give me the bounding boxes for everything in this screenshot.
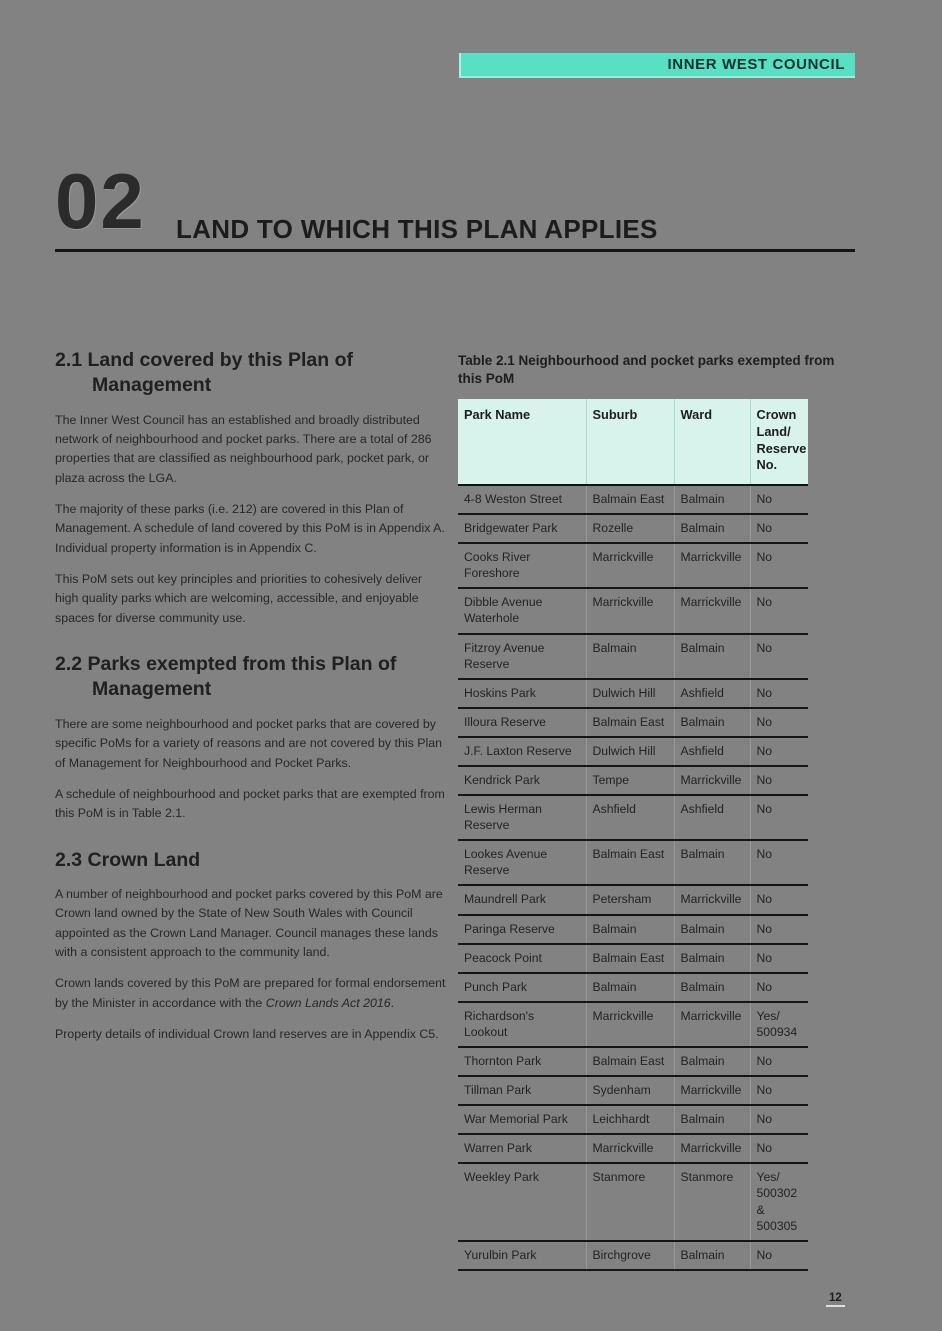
table-cell: Balmain East xyxy=(586,708,674,737)
table-cell: Balmain xyxy=(674,973,750,1002)
table-cell: Balmain xyxy=(674,944,750,973)
table-cell: Maundrell Park xyxy=(458,885,586,914)
chapter-number: 02 xyxy=(55,157,146,245)
table-cell: Balmain xyxy=(674,1047,750,1076)
exempt-parks-table xyxy=(458,399,808,1270)
table-cell: Balmain East xyxy=(586,944,674,973)
table-cell: Yurulbin Park xyxy=(458,1241,586,1270)
table-cell: Ashfield xyxy=(586,795,674,840)
paragraph xyxy=(55,974,448,1013)
table-cell: Lewis Herman Reserve xyxy=(458,795,586,840)
column-header: Park Name xyxy=(458,399,586,485)
table-row xyxy=(458,1105,808,1134)
table-cell: Balmain xyxy=(674,514,750,543)
table-cell: No xyxy=(750,543,808,588)
table-cell: Balmain xyxy=(674,1241,750,1270)
table-header-row xyxy=(458,399,808,485)
table-row xyxy=(458,840,808,885)
table-row xyxy=(458,588,808,633)
table-cell: No xyxy=(750,1076,808,1105)
section-heading-2-2: 2.2 Parks exempted from this Plan of Management xyxy=(55,653,397,701)
table-cell: Marrickville xyxy=(674,1134,750,1163)
table-row xyxy=(458,634,808,679)
column-header: Crown Land/ Reserve No. xyxy=(750,399,808,485)
table-row xyxy=(458,915,808,944)
table-cell: Ashfield xyxy=(674,737,750,766)
table-cell: Fitzroy Avenue Reserve xyxy=(458,634,586,679)
table-cell: No xyxy=(750,915,808,944)
table-cell: Bridgewater Park xyxy=(458,514,586,543)
table-row xyxy=(458,1241,808,1270)
table-cell: No xyxy=(750,588,808,633)
table-cell: Ashfield xyxy=(674,795,750,840)
table-cell: Marrickville xyxy=(586,588,674,633)
section-crown-land xyxy=(55,848,448,1045)
table-row xyxy=(458,1047,808,1076)
table-cell: Balmain xyxy=(586,634,674,679)
table-cell: Balmain xyxy=(586,973,674,1002)
table-cell: Balmain xyxy=(674,708,750,737)
table-cell: 4-8 Weston Street xyxy=(458,485,586,514)
table-row xyxy=(458,1002,808,1047)
table-cell: No xyxy=(750,1241,808,1270)
chapter-title: LAND TO WHICH THIS PLAN APPLIES xyxy=(176,214,658,244)
table-row xyxy=(458,973,808,1002)
table-cell: War Memorial Park xyxy=(458,1105,586,1134)
table-cell: Thornton Park xyxy=(458,1047,586,1076)
table-row xyxy=(458,679,808,708)
table-cell: J.F. Laxton Reserve xyxy=(458,737,586,766)
left-column xyxy=(55,348,448,1068)
table-cell: No xyxy=(750,634,808,679)
header-banner xyxy=(459,53,855,78)
table-cell: No xyxy=(750,1047,808,1076)
table-cell: Hoskins Park xyxy=(458,679,586,708)
table-row xyxy=(458,514,808,543)
table-cell: Weekley Park xyxy=(458,1163,586,1240)
paragraph-text: . xyxy=(390,995,395,1010)
section-heading-2-1: 2.1 Land covered by this Plan of Management xyxy=(55,349,353,397)
section-heading-2-3: 2.3 Crown Land xyxy=(55,848,201,871)
table-cell: Marrickville xyxy=(674,1076,750,1105)
paragraph: This PoM sets out key principles and priorities to cohesively deliver high quality parks which are welcoming, accessible, and enjoyable spaces for diverse community use. xyxy=(55,572,423,625)
table-cell: Marrickville xyxy=(586,1002,674,1047)
table-cell: Sydenham xyxy=(586,1076,674,1105)
table-cell: Dibble Avenue Waterhole xyxy=(458,588,586,633)
paragraph: There are some neighbourhood and pocket parks that are covered by specific PoMs for a variety of reasons and are not covered by this Plan of Management for Neighbourhood and Pocket Parks. xyxy=(55,716,443,770)
table-cell: Balmain xyxy=(674,485,750,514)
table-cell: Marrickville xyxy=(674,588,750,633)
council-banner-label: INNER WEST COUNCIL xyxy=(667,56,845,73)
table-row xyxy=(458,485,808,514)
table-row xyxy=(458,1163,808,1240)
table-cell: Petersham xyxy=(586,885,674,914)
table-cell: Kendrick Park xyxy=(458,766,586,795)
table-cell: Illoura Reserve xyxy=(458,708,586,737)
table-cell: Rozelle xyxy=(586,514,674,543)
table-row xyxy=(458,737,808,766)
table-cell: No xyxy=(750,973,808,1002)
table-cell: Ashfield xyxy=(674,679,750,708)
table-cell: Tempe xyxy=(586,766,674,795)
column-header: Suburb xyxy=(586,399,674,485)
table-row xyxy=(458,708,808,737)
table-cell: Marrickville xyxy=(674,1002,750,1047)
table-caption: Table 2.1 Neighbourhood and pocket parks exempted from this PoM xyxy=(458,353,835,387)
title-divider-rule xyxy=(55,249,855,252)
table-cell: Stanmore xyxy=(674,1163,750,1240)
table-cell: Cooks River Foreshore xyxy=(458,543,586,588)
table-cell: Balmain East xyxy=(586,840,674,885)
paragraph: The Inner West Council has an established and broadly distributed network of neighbourhood and pocket parks. There are a total of 286 properties that are classified as neighbourhood park, pocket park, or plaza across the LGA. xyxy=(55,412,432,485)
section-parks-exempted xyxy=(55,652,448,823)
table-cell: Balmain East xyxy=(586,1047,674,1076)
table-cell: No xyxy=(750,679,808,708)
table-cell: Birchgrove xyxy=(586,1241,674,1270)
table-cell: No xyxy=(750,737,808,766)
paragraph: The majority of these parks (i.e. 212) are covered in this Plan of Management. A schedule of land covered by this PoM is in Appendix A. Individual property information is in Appendix C. xyxy=(55,502,445,555)
table-cell: Lookes Avenue Reserve xyxy=(458,840,586,885)
table-row xyxy=(458,543,808,588)
act-title: Crown Lands Act 2016 xyxy=(265,995,391,1010)
table-cell: Marrickville xyxy=(586,543,674,588)
table-cell: Punch Park xyxy=(458,973,586,1002)
table-cell: Balmain xyxy=(674,1105,750,1134)
table-header xyxy=(458,399,808,485)
table-cell: No xyxy=(750,795,808,840)
table-body xyxy=(458,485,808,1270)
table-cell: No xyxy=(750,840,808,885)
table-row xyxy=(458,795,808,840)
table-cell: Balmain xyxy=(674,634,750,679)
table-cell: Peacock Point xyxy=(458,944,586,973)
table-row xyxy=(458,1134,808,1163)
table-cell: No xyxy=(750,1134,808,1163)
section-land-covered xyxy=(55,348,448,628)
table-cell: Marrickville xyxy=(674,766,750,795)
table-row xyxy=(458,766,808,795)
table-cell: Balmain xyxy=(674,915,750,944)
page-number: 12 xyxy=(826,1292,845,1307)
column-header: Ward xyxy=(674,399,750,485)
table-cell: Balmain xyxy=(674,840,750,885)
table-cell: Yes/ 500934 xyxy=(750,1002,808,1047)
table-cell: Balmain xyxy=(586,915,674,944)
paragraph: A number of neighbourhood and pocket parks covered by this PoM are Crown land owned by the State of New South Wales with Council appointed as the Crown Land Manager. Council manages these lands with a consistent approach to the community land. xyxy=(55,886,443,959)
paragraph: Property details of individual Crown land reserves are in Appendix C5. xyxy=(55,1026,439,1041)
table-row xyxy=(458,1076,808,1105)
table-cell: Marrickville xyxy=(674,885,750,914)
table-cell: Marrickville xyxy=(586,1134,674,1163)
table-row xyxy=(458,944,808,973)
paragraph: A schedule of neighbourhood and pocket parks that are exempted from this PoM is in Table 2.1. xyxy=(55,786,445,821)
table-cell: Warren Park xyxy=(458,1134,586,1163)
table-cell: No xyxy=(750,485,808,514)
table-cell: Marrickville xyxy=(674,543,750,588)
table-cell: Leichhardt xyxy=(586,1105,674,1134)
table-cell: Balmain East xyxy=(586,485,674,514)
right-column xyxy=(458,352,855,1271)
table-cell: Richardson's Lookout xyxy=(458,1002,586,1047)
table-row xyxy=(458,885,808,914)
table-cell: Yes/ 500302 & 500305 xyxy=(750,1163,808,1240)
table-cell: Paringa Reserve xyxy=(458,915,586,944)
table-cell: No xyxy=(750,708,808,737)
table-cell: No xyxy=(750,1105,808,1134)
paragraph-text: Crown lands covered by this PoM are prepared for formal endorsement by the Minister in accordance with the xyxy=(55,976,446,1010)
table-cell: Dulwich Hill xyxy=(586,737,674,766)
table-cell: No xyxy=(750,766,808,795)
table-cell: No xyxy=(750,885,808,914)
table-cell: No xyxy=(750,514,808,543)
table-cell: No xyxy=(750,944,808,973)
table-cell: Stanmore xyxy=(586,1163,674,1240)
table-cell: Tillman Park xyxy=(458,1076,586,1105)
table-cell: Dulwich Hill xyxy=(586,679,674,708)
